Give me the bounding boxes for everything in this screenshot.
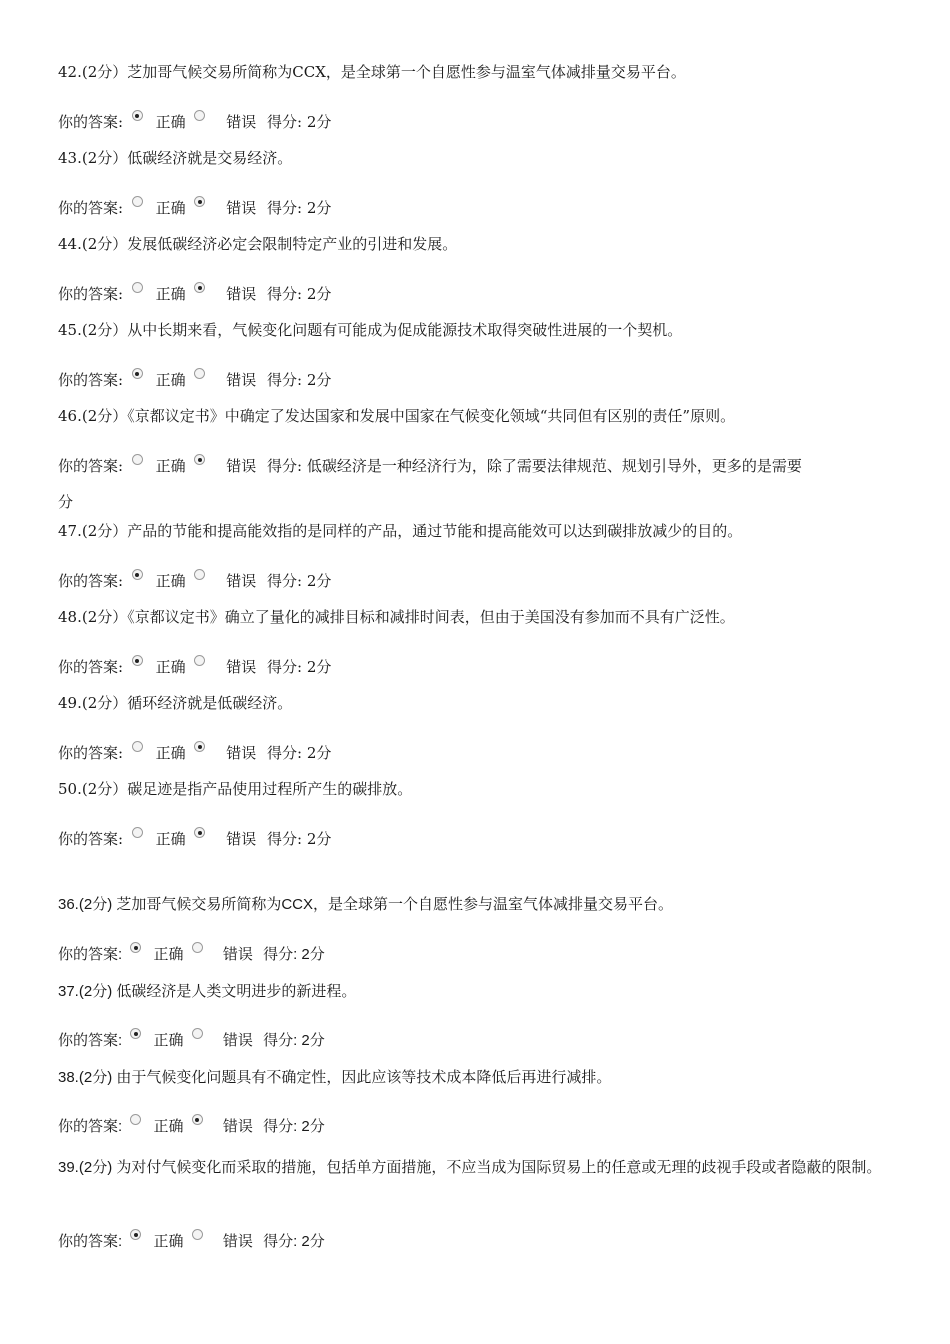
answer-label: 你的答案: [58, 113, 124, 131]
answer-label: 你的答案: [58, 199, 124, 217]
score: 得分: 2分 [267, 658, 332, 676]
answer-row [58, 741, 898, 763]
radio-correct-icon[interactable] [132, 655, 143, 666]
option-correct: 正确 [155, 572, 186, 590]
radio-wrong-icon[interactable] [194, 196, 205, 207]
radio-wrong-icon[interactable] [194, 454, 205, 465]
score: 得分: 2分 [267, 371, 332, 389]
option-wrong: 错误 [226, 572, 257, 590]
radio-correct-icon[interactable] [132, 454, 143, 465]
question-text: 37.(2分) 低碳经济是人类文明进步的新进程。 [58, 983, 357, 1000]
option-wrong: 错误 [226, 457, 257, 475]
radio-correct-icon[interactable] [132, 368, 143, 379]
option-correct: 正确 [155, 744, 186, 762]
radio-wrong-icon[interactable] [192, 942, 203, 953]
radio-correct-icon[interactable] [132, 569, 143, 580]
score: 得分: 2分 [263, 1118, 325, 1135]
answer-row [58, 1028, 898, 1051]
radio-correct-icon[interactable] [132, 110, 143, 121]
radio-correct-icon[interactable] [130, 1114, 141, 1125]
radio-wrong-icon[interactable] [194, 569, 205, 580]
answer-label: 你的答案: [58, 744, 124, 762]
answer-label: 你的答案: [58, 1032, 123, 1049]
radio-wrong-icon[interactable] [194, 368, 205, 379]
answer-label: 你的答案: [58, 1233, 123, 1250]
question-text: 38.(2分) 由于气候变化问题具有不确定性，因此应该等技术成本降低后再进行减排。 [58, 1069, 612, 1086]
radio-correct-icon[interactable] [132, 196, 143, 207]
radio-correct-icon[interactable] [132, 282, 143, 293]
radio-correct-icon[interactable] [130, 1028, 141, 1039]
score: 得分: 2分 [267, 285, 332, 303]
score: 得分: 2分 [263, 1233, 325, 1250]
question-text: 43.(2分）低碳经济就是交易经济。 [58, 149, 293, 167]
answer-row [58, 942, 898, 965]
radio-correct-icon[interactable] [132, 827, 143, 838]
answer-row [58, 368, 898, 390]
radio-correct-icon[interactable] [130, 942, 141, 953]
option-correct: 正确 [153, 946, 184, 963]
answer-row [58, 1229, 898, 1252]
option-correct: 正确 [155, 113, 186, 131]
question-text: 42.(2分）芝加哥气候交易所简称为CCX，是全球第一个自愿性参与温室气体减排量交易平台。 [58, 63, 686, 81]
answer-row [58, 282, 898, 304]
option-wrong: 错误 [226, 830, 257, 848]
answer-row [58, 110, 898, 132]
question-text: 50.(2分）碳足迹是指产品使用过程所产生的碳排放。 [58, 780, 413, 798]
radio-wrong-icon[interactable] [194, 110, 205, 121]
answer-row [58, 1114, 898, 1137]
option-correct: 正确 [155, 658, 186, 676]
radio-wrong-icon[interactable] [194, 741, 205, 752]
answer-row [58, 569, 898, 591]
option-correct: 正确 [155, 199, 186, 217]
option-wrong: 错误 [222, 1032, 253, 1049]
option-wrong: 错误 [222, 1233, 253, 1250]
radio-wrong-icon[interactable] [192, 1114, 203, 1125]
option-wrong: 错误 [226, 285, 257, 303]
option-correct: 正确 [153, 1233, 184, 1250]
answer-label: 你的答案: [58, 371, 124, 389]
option-wrong: 错误 [226, 199, 257, 217]
option-correct: 正确 [153, 1032, 184, 1049]
option-correct: 正确 [155, 371, 186, 389]
option-wrong: 错误 [226, 371, 257, 389]
option-correct: 正确 [155, 457, 186, 475]
option-correct: 正确 [153, 1118, 184, 1135]
option-correct: 正确 [155, 830, 186, 848]
answer-label: 你的答案: [58, 285, 124, 303]
score: 得分: 2分 [267, 830, 332, 848]
radio-wrong-icon[interactable] [194, 282, 205, 293]
answer-label: 你的答案: [58, 658, 124, 676]
radio-wrong-icon[interactable] [192, 1028, 203, 1039]
question-text: 48.(2分）《京都议定书》确立了量化的减排目标和减排时间表，但由于美国没有参加而不具有广泛性。 [58, 608, 735, 626]
score: 得分: 2分 [267, 744, 332, 762]
answer-label: 你的答案: [58, 946, 123, 963]
question-text: 44.(2分）发展低碳经济必定会限制特定产业的引进和发展。 [58, 235, 458, 253]
question-text: 47.(2分）产品的节能和提高能效指的是同样的产品，通过节能和提高能效可以达到碳排放减少的目的。 [58, 522, 743, 540]
question-text: 36.(2分) 芝加哥气候交易所简称为CCX，是全球第一个自愿性参与温室气体减排量交易平台。 [58, 896, 674, 913]
radio-wrong-icon[interactable] [194, 827, 205, 838]
score-continuation: 分 [58, 493, 74, 511]
radio-correct-icon[interactable] [130, 1229, 141, 1240]
option-wrong: 错误 [226, 744, 257, 762]
score: 得分: 低碳经济是一种经济行为，除了需要法律规范、规划引导外，更多的是需要 [267, 457, 802, 475]
question-text: 46.(2分）《京都议定书》中确定了发达国家和发展中国家在气候变化领域“共同但有区别的责任”原则。 [58, 407, 736, 425]
answer-row [58, 454, 898, 476]
answer-row [58, 196, 898, 218]
option-wrong: 错误 [226, 658, 257, 676]
option-wrong: 错误 [222, 946, 253, 963]
answer-label: 你的答案: [58, 572, 124, 590]
option-wrong: 错误 [226, 113, 257, 131]
score: 得分: 2分 [267, 113, 332, 131]
answer-label: 你的答案: [58, 830, 124, 848]
question-text: 49.(2分）循环经济就是低碳经济。 [58, 694, 293, 712]
answer-row [58, 827, 898, 849]
radio-correct-icon[interactable] [132, 741, 143, 752]
score: 得分: 2分 [267, 199, 332, 217]
option-correct: 正确 [155, 285, 186, 303]
score: 得分: 2分 [263, 946, 325, 963]
radio-wrong-icon[interactable] [194, 655, 205, 666]
option-wrong: 错误 [222, 1118, 253, 1135]
answer-label: 你的答案: [58, 457, 124, 475]
score: 得分: 2分 [263, 1032, 325, 1049]
score: 得分: 2分 [267, 572, 332, 590]
answer-row [58, 655, 898, 677]
question-text: 39.(2分) 为对付气候变化而采取的措施，包括单方面措施，不应当成为国际贸易上的任意或无理的歧视手段或者隐蔽的限制。 [58, 1159, 882, 1176]
radio-wrong-icon[interactable] [192, 1229, 203, 1240]
question-text: 45.(2分）从中长期来看，气候变化问题有可能成为促成能源技术取得突破性进展的一个契机。 [58, 321, 683, 339]
answer-label: 你的答案: [58, 1118, 123, 1135]
